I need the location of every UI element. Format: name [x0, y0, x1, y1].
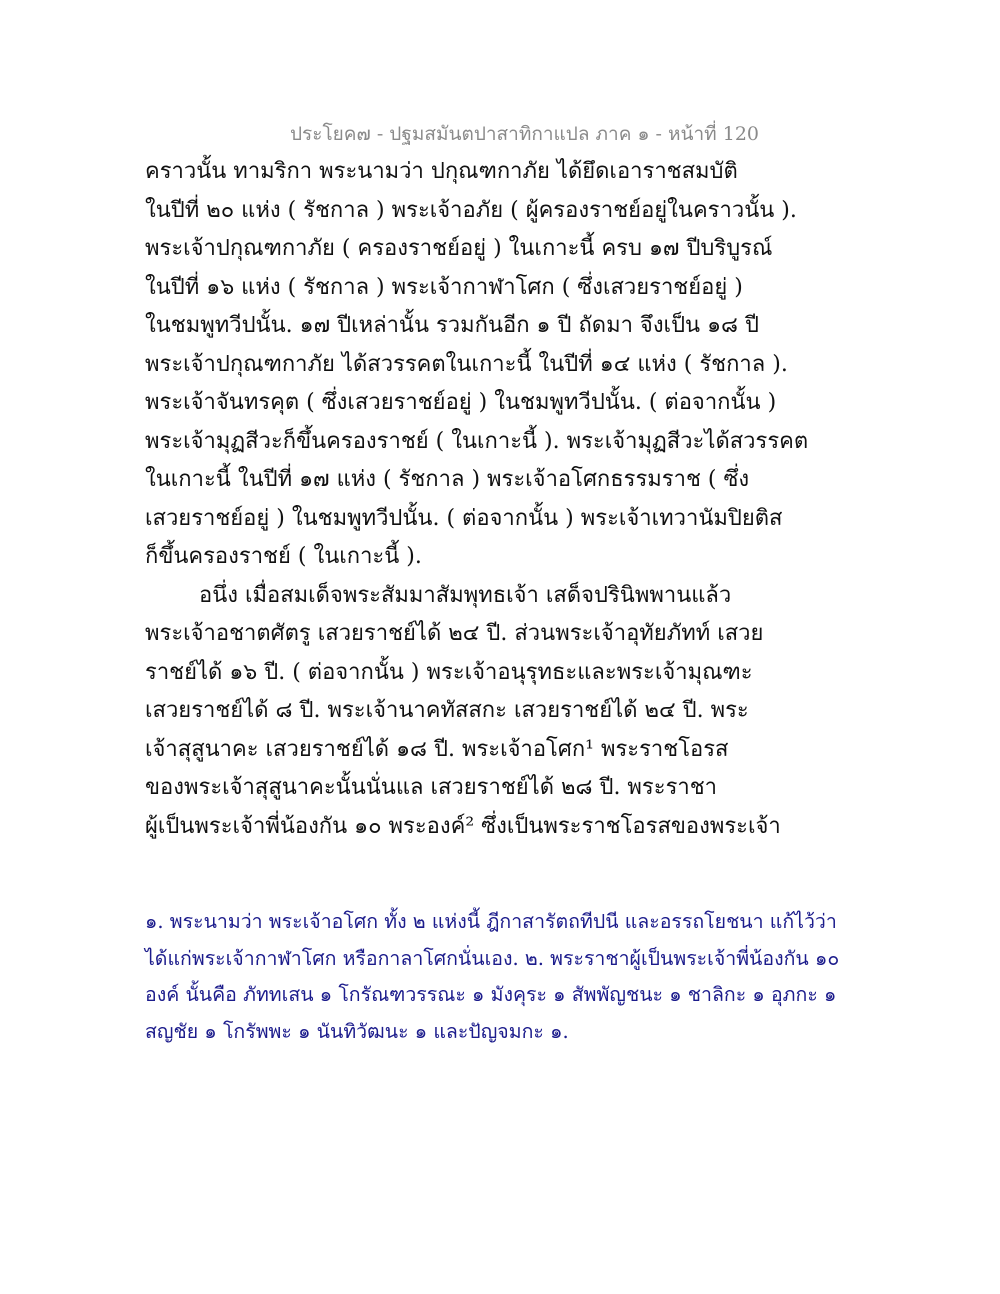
body-line: ในปีที่ ๑๖ แห่ง ( รัชกาล ) พระเจ้ากาฬาโศก ( ซึ่งเสวยราชย์อยู่ ): [145, 274, 743, 300]
body-line: เจ้าสุสูนาคะ เสวยราชย์ได้ ๑๘ ปี. พระเจ้าอโศก¹ พระราชโอรส: [145, 736, 729, 762]
body-line: เสวยราชย์ได้ ๘ ปี. พระเจ้านาคทัสสกะ เสวยราชย์ได้ ๒๔ ปี. พระ: [145, 698, 749, 723]
body-line: ในเกาะนี้ ในปีที่ ๑๗ แห่ง ( รัชกาล ) พระเจ้าอโศกธรรมราช ( ซึ่ง: [145, 467, 750, 492]
body-line: ก็ขึ้นครองราชย์ ( ในเกาะนี้ ).: [145, 544, 422, 569]
body-line: ของพระเจ้าสุสูนาคะนั้นนั่นแล เสวยราชย์ได้ ๒๘ ปี. พระราชา: [145, 775, 718, 800]
body-line: พระเจ้าปกุณฑกาภัย ได้สวรรคตในเกาะนี้ ในปีที่ ๑๔ แห่ง ( รัชกาล ).: [145, 351, 788, 377]
body-text: [145, 153, 865, 846]
body-line: ราชย์ได้ ๑๖ ปี. ( ต่อจากนั้น ) พระเจ้าอนุรุทธะและพระเจ้ามุณฑะ: [145, 659, 753, 685]
footnotes: [145, 904, 865, 1050]
body-line: เสวยราชย์อยู่ ) ในชมพูทวีปนั้น. ( ต่อจากนั้น ) พระเจ้าเทวานัมปิยติส: [145, 505, 783, 531]
footnote-line: สญชัย ๑ โกรัพพะ ๑ นันทิวัฒนะ ๑ และปัญจมกะ ๑.: [145, 1019, 569, 1043]
body-line: พระเจ้าจันทรคุต ( ซึ่งเสวยราชย์อยู่ ) ในชมพูทวีปนั้น. ( ต่อจากนั้น ): [145, 390, 777, 415]
paragraph-start-line: อนึ่ง เมื่อสมเด็จพระสัมมาสัมพุทธเจ้า เสด็จปรินิพพานแล้ว: [199, 582, 732, 608]
footnote-line: ๑. พระนามว่า พระเจ้าอโศก ทั้ง ๒ แห่งนี้ ฎีกาสารัตถทีปนี และอรรถโยชนา แก้ไว้ว่า: [145, 910, 837, 933]
footnote-line: องค์ นั้นคือ ภัททเสน ๑ โกรัณฑวรรณะ ๑ มังคุระ ๑ สัพพัญชนะ ๑ ชาลิกะ ๑ อุภกะ ๑: [145, 983, 837, 1006]
footnote-line: ได้แก่พระเจ้ากาฬาโศก หรือกาลาโศกนั่นเอง. ๒. พระราชาผู้เป็นพระเจ้าพี่น้องกัน ๑๐: [145, 946, 840, 970]
body-line: ในปีที่ ๒๐ แห่ง ( รัชกาล ) พระเจ้าอภัย ( ผู้ครองราชย์อยู่ในคราวนั้น ).: [145, 197, 797, 223]
body-line: พระเจ้าอชาตศัตรู เสวยราชย์ได้ ๒๔ ปี. ส่วนพระเจ้าอุทัยภัทท์ เสวย: [145, 621, 764, 646]
body-line: พระเจ้ามุฏสีวะก็ขึ้นครองราชย์ ( ในเกาะนี้ ). พระเจ้ามุฏสีวะได้สวรรคต: [145, 428, 809, 454]
body-line: ในชมพูทวีปนั้น. ๑๗ ปีเหล่านั้น รวมกันอีก ๑ ปี ถัดมา จึงเป็น ๑๘ ปี: [145, 313, 759, 338]
body-line: พระเจ้าปกุณฑกาภัย ( ครองราชย์อยู่ ) ในเกาะนี้ ครบ ๑๗ ปีบริบูรณ์: [145, 236, 773, 261]
body-line: คราวนั้น ทามริกา พระนามว่า ปกุณฑกาภัย ได้ยึดเอาราชสมบัติ: [145, 159, 738, 184]
body-line: ผู้เป็นพระเจ้าพี่น้องกัน ๑๐ พระองค์² ซึ่งเป็นพระราชโอรสของพระเจ้า: [145, 813, 781, 839]
running-header: ประโยค๗ - ปฐมสมันตปาสาทิกาแปล ภาค ๑ - หน้าที่ 120: [290, 123, 760, 145]
